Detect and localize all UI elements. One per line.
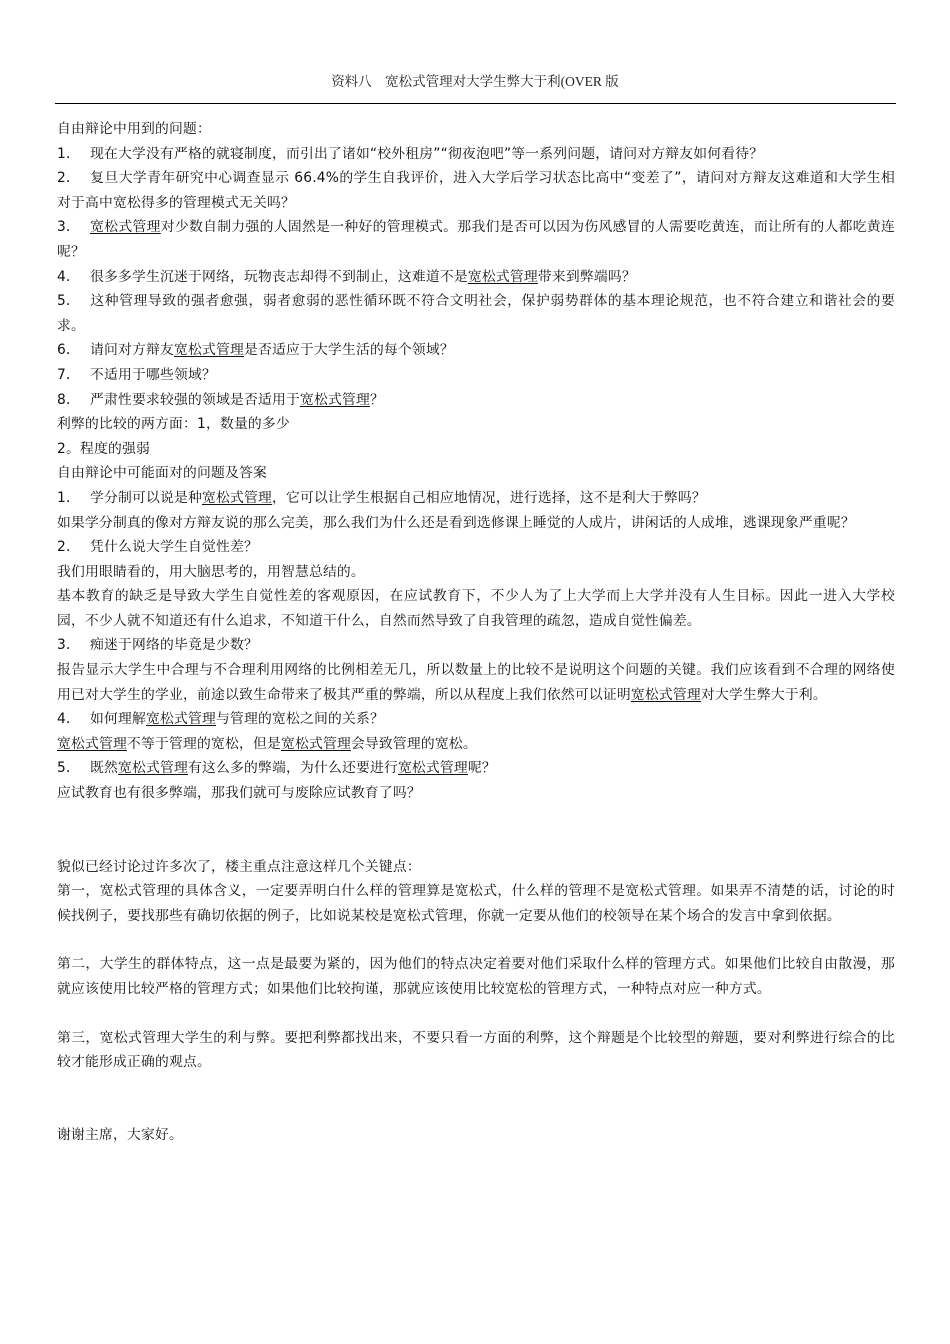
keyword-underlined: 宽松式管理: [90, 219, 161, 236]
spacer: [57, 1075, 895, 1123]
discussion-point-2: 第二，大学生的群体特点，这一点是最要为紧的，因为他们的特点决定着要对他们采取什么样的管理方式。如果他们比较自由散漫，那就应该使用比较严格的管理方式；如果他们比较拘谨，那就应该使用比较宽松的管理方式，一种特点对应一种方式。: [57, 956, 895, 997]
rebuttal-question-3: 3． 痴迷于网络的毕竟是少数？: [57, 637, 258, 654]
keyword-underlined: 宽松式管理: [630, 686, 701, 703]
rebuttal-question-4: 4． 如何理解宽松式管理与管理的宽松之间的关系？: [57, 711, 384, 728]
question-2: 2． 复旦大学青年研究中心调查显示 66.4%的学生自我评价，进入大学后学习状态比高中“变差了”，请问对方辩友这难道和大学生相对于高中宽松得多的管理模式无关吗？: [57, 170, 895, 211]
spacer: [57, 806, 895, 855]
section2-title: 自由辩论中可能面对的问题及答案: [57, 465, 267, 482]
keyword-underlined: 宽松式管理: [280, 735, 351, 752]
keyword-underlined: 宽松式管理: [467, 268, 538, 285]
keyword-underlined: 宽松式管理: [118, 760, 188, 777]
question-7: 7． 不适用于哪些领域？: [57, 366, 216, 383]
question-5: 5． 这种管理导致的强者愈强，弱者愈弱的恶性循环既不符合文明社会，保护弱势群体的基本理论规范，也不符合建立和谐社会的要求。: [57, 293, 895, 334]
compare-line-2: 2。程度的强弱: [57, 440, 150, 457]
rebuttal-answer-4: 宽松式管理不等于管理的宽松，但是宽松式管理会导致管理的宽松。: [57, 735, 477, 752]
rebuttal-question-1: 1． 学分制可以说是种宽松式管理，它可以让学生根据自己相应地情况，进行选择，这不是利大于弊吗？: [57, 489, 706, 506]
page-header: 资料八 宽松式管理对大学生弊大于利(OVER 版: [331, 74, 619, 89]
discussion-point-3: 第三，宽松式管理大学生的利与弊。要把利弊都找出来，不要只看一方面的利弊，这个辩题是个比较型的辩题，要对利弊进行综合的比较才能形成正确的观点。: [57, 1029, 895, 1071]
keyword-underlined: 宽松式管理: [57, 735, 127, 752]
rebuttal-answer-5: 应试教育也有很多弊端，那我们就可与废除应试教育了吗？: [57, 785, 421, 802]
compare-line-1: 利弊的比较的两方面：1，数量的多少: [57, 416, 290, 433]
question-4: 4． 很多多学生沉迷于网络，玩物丧志却得不到制止，这难道不是宽松式管理带来到弊端吗？: [57, 268, 636, 285]
rebuttal-answer-3: 报告显示大学生中合理与不合理利用网络的比例相差无几，所以数量上的比较不是说明这个问题的关键。我们应该看到不合理的网络使用已对大学生的学业，前途以致生命带来了极其严重的弊端，所以从程度上我们依然可以证明宽松式管理对大学生弊大于利。: [57, 662, 895, 703]
keyword-underlined: 宽松式管理: [397, 760, 468, 777]
keyword-underlined: 宽松式管理: [146, 711, 216, 728]
closing-line: 谢谢主席，大家好。: [57, 1126, 183, 1143]
rebuttal-answer-2b: 基本教育的缺乏是导致大学生自觉性差的客观原因，在应试教育下，不少人为了上大学而上大学并没有人生目标。因此一进入大学校园，不少人就不知道还有什么追求，不知道干什么，自然而然导致了自我管理的疏忽，造成自觉性偏差。: [57, 588, 895, 629]
rebuttal-question-5: 5． 既然宽松式管理有这么多的弊端，为什么还要进行宽松式管理呢？: [57, 760, 496, 777]
question-8: 8． 严肃性要求较强的领域是否适用于宽松式管理？: [57, 391, 384, 408]
rebuttal-question-2: 2． 凭什么说大学生自觉性差？: [57, 539, 258, 556]
header-divider: [55, 103, 896, 104]
question-6: 6． 请问对方辩友宽松式管理是否适应于大学生活的每个领域？: [57, 342, 454, 359]
rebuttal-answer-2a: 我们用眼睛看的，用大脑思考的，用智慧总结的。: [57, 563, 365, 580]
document-body: [57, 117, 895, 1147]
keyword-underlined: 宽松式管理: [173, 342, 244, 359]
question-1: 1． 现在大学没有严格的就寝制度，而引出了诸如“校外租房”“彻夜泡吧”等一系列问题，请问对方辩友如何看待？: [57, 145, 764, 162]
discussion-point-1: 第一，宽松式管理的具体含义，一定要弄明白什么样的管理算是宽松式，什么样的管理不是宽松式管理。如果弄不清楚的话，讨论的时候找例子，要找那些有确切依据的例子，比如说某校是宽松式管理，你就一定要从他们的校领导在某个场合的发言中拿到依据。: [57, 883, 895, 924]
rebuttal-answer-1: 如果学分制真的像对方辩友说的那么完美，那么我们为什么还是看到选修课上睡觉的人成片，讲闲话的人成堆，逃课现象严重呢？: [57, 514, 855, 531]
spacer: [57, 928, 895, 952]
question-3: 3． 宽松式管理对少数自制力强的人固然是一种好的管理模式。那我们是否可以因为伤风感冒的人需要吃黄连，而让所有的人都吃黄连呢？: [57, 219, 896, 260]
spacer: [57, 1002, 895, 1026]
discussion-intro: 貌似已经讨论过许多次了，楼主重点注意这样几个关键点：: [57, 858, 421, 875]
keyword-underlined: 宽松式管理: [201, 489, 272, 506]
keyword-underlined: 宽松式管理: [299, 391, 370, 408]
section1-title: 自由辩论中用到的问题：: [57, 121, 211, 137]
